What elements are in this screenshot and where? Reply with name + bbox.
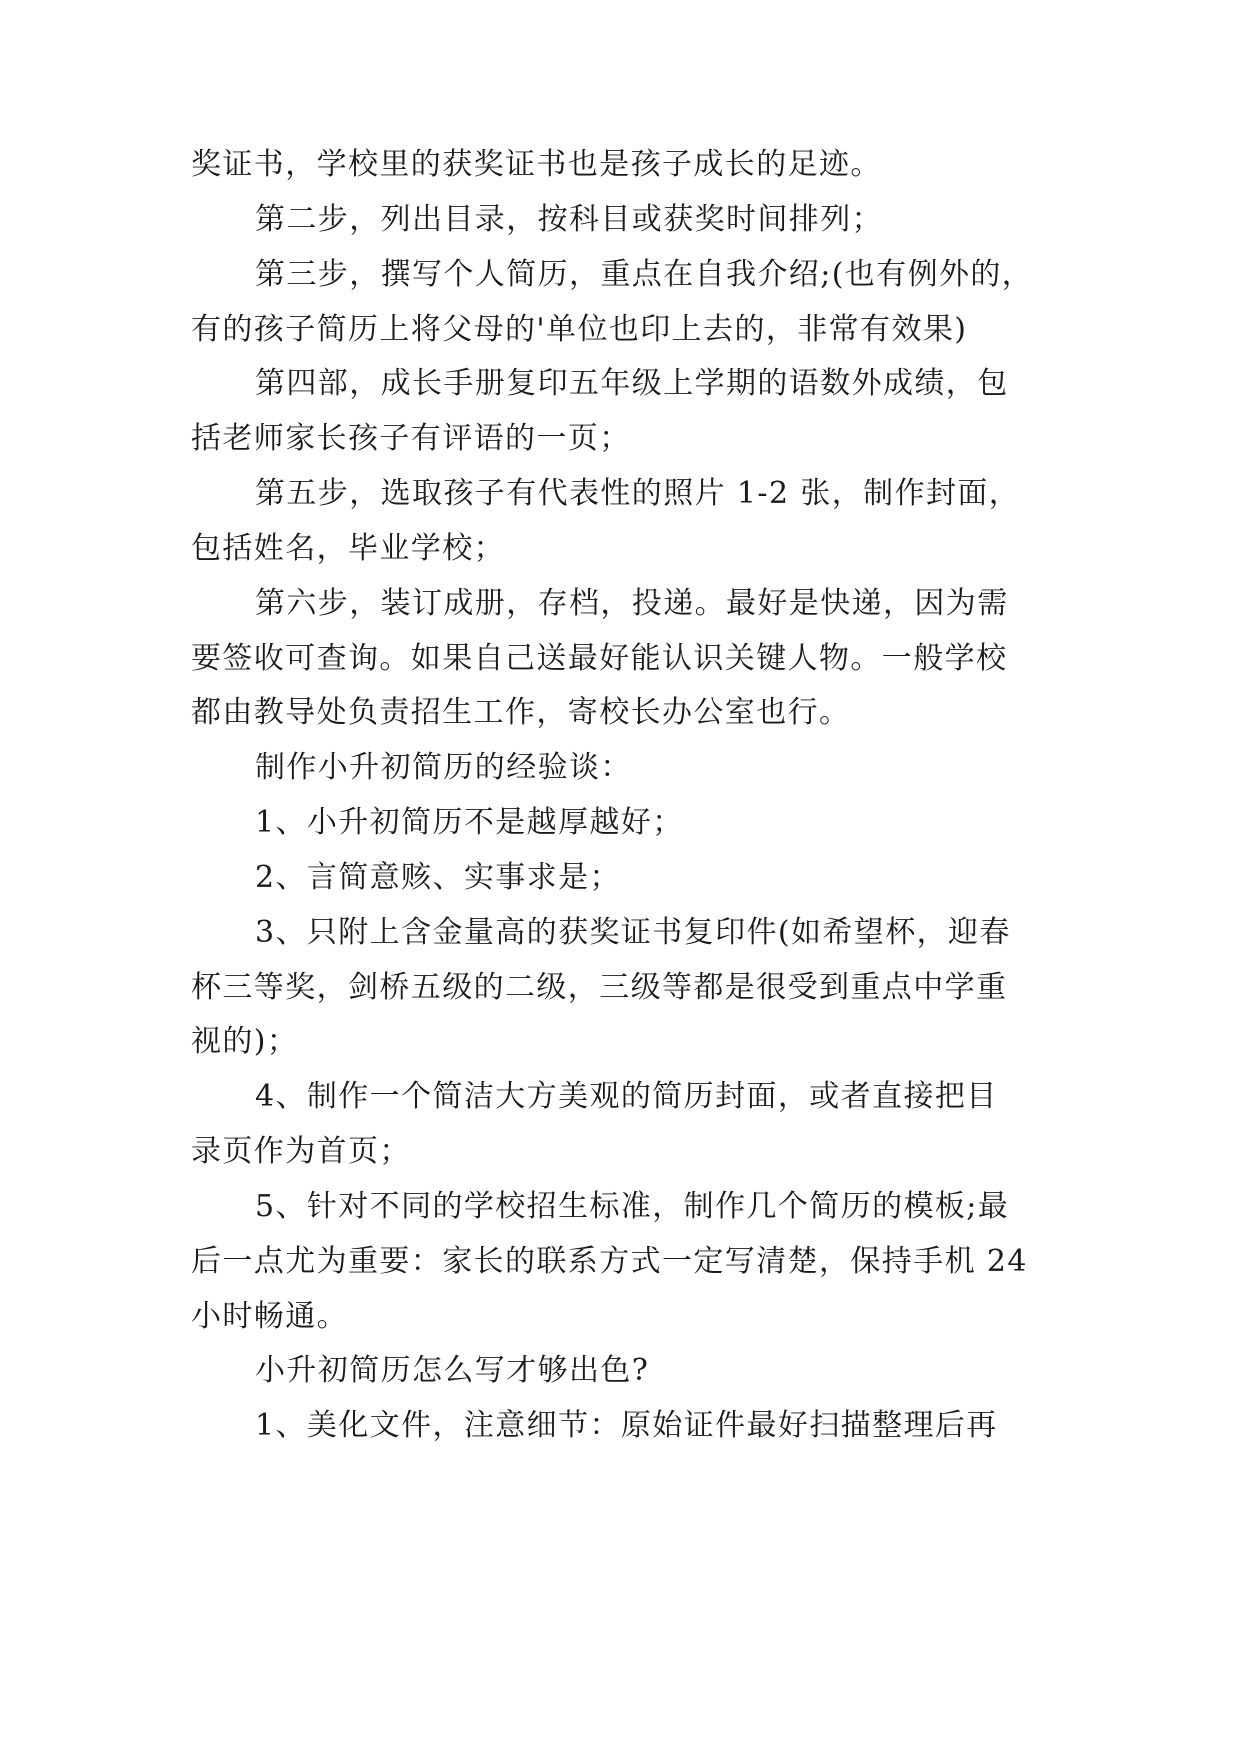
text-line: 制作小升初简历的经验谈： (255, 750, 632, 785)
text-line: 杯三等奖，剑桥五级的二级，三级等都是很受到重点中学重 (191, 970, 1008, 1005)
text-line: 都由教导处负责招生工作，寄校长办公室也行。 (191, 695, 851, 730)
text-line: 1、小升初简历不是越厚越好； (255, 805, 684, 840)
text-line: 第二步，列出目录，按科目或获奖时间排列； (255, 202, 883, 237)
text-line: 4、制作一个简洁大方美观的简历封面，或者直接把目 (255, 1079, 998, 1114)
text-line: 录页作为首页； (191, 1134, 411, 1169)
text-line: 小时畅通。 (191, 1299, 348, 1334)
text-line: 有的孩子简历上将父母的'单位也印上去的，非常有效果) (191, 312, 968, 347)
text-line: 视的)； (191, 1024, 299, 1059)
text-line: 奖证书，学校里的获奖证书也是孩子成长的足迹。 (191, 147, 882, 182)
text-line: 5、针对不同的学校招生标准，制作几个简历的模板;最 (255, 1189, 1010, 1224)
text-line: 括老师家长孩子有评语的一页； (191, 421, 631, 456)
text-line: 2、言简意赅、实事求是； (255, 860, 621, 895)
text-line: 后一点尤为重要：家长的联系方式一定写清楚，保持手机 24 (191, 1244, 1028, 1279)
text-line: 小升初简历怎么写才够出色? (255, 1353, 650, 1388)
text-line: 3、只附上含金量高的获奖证书复印件(如希望杯，迎春 (255, 915, 1011, 950)
text-line: 1、美化文件，注意细节：原始证件最好扫描整理后再 (255, 1408, 998, 1443)
text-line: 包括姓名，毕业学校； (191, 531, 505, 566)
text-line: 要签收可查询。如果自己送最好能认识关键人物。一般学校 (191, 641, 1008, 676)
text-line: 第三步，撰写个人简历，重点在自我介绍;(也有例外的， (255, 257, 1034, 292)
text-line: 第四部，成长手册复印五年级上学期的语数外成绩，包 (255, 366, 1009, 401)
text-line: 第五步，选取孩子有代表性的照片 1-2 张，制作封面， (255, 476, 1021, 511)
text-line: 第六步，装订成册，存档，投递。最好是快递，因为需 (255, 586, 1009, 621)
